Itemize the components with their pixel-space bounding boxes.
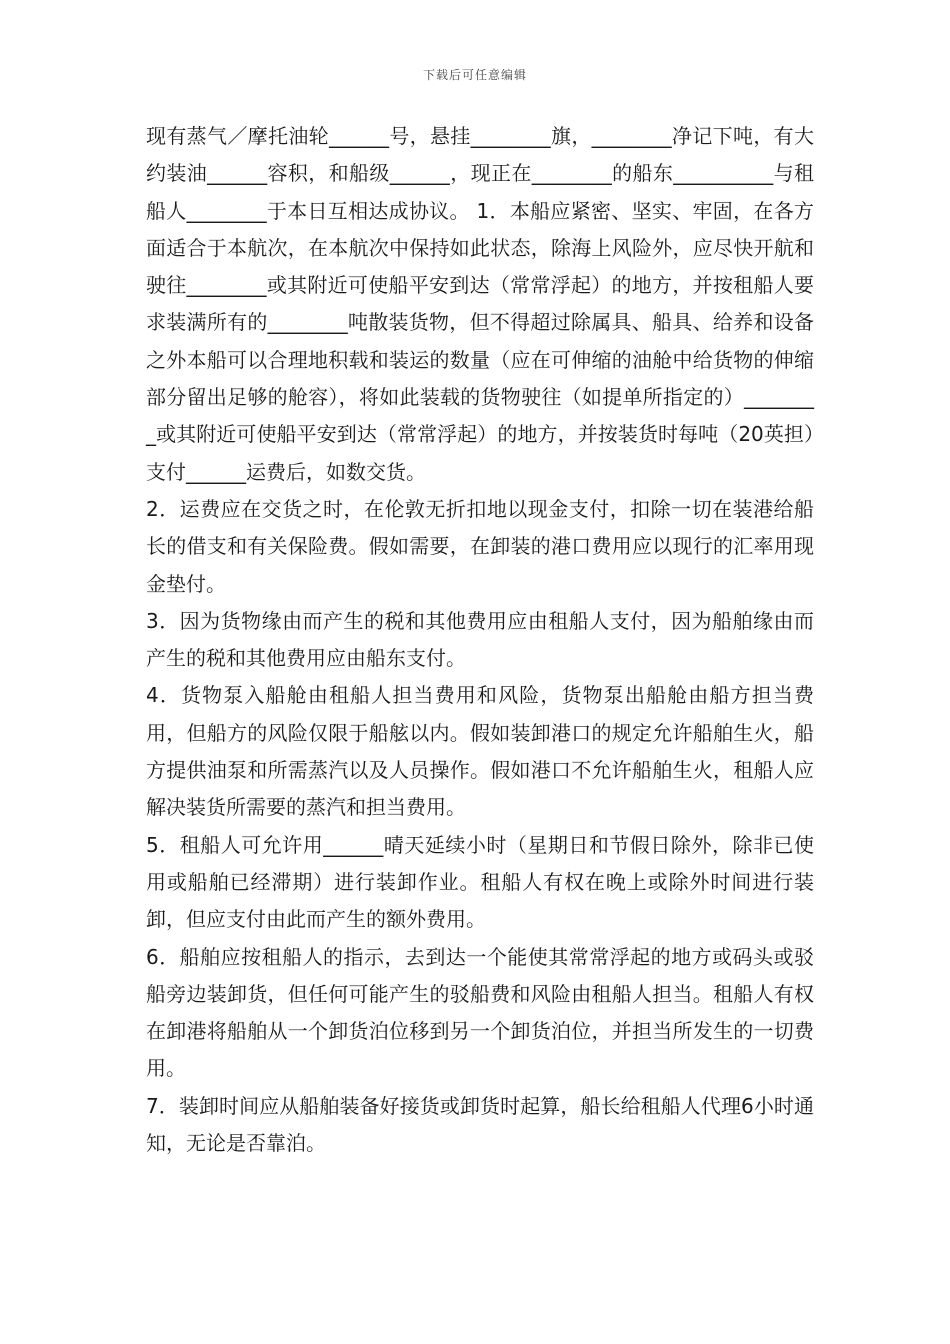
paragraph-clause-4: 4．货物泵入船舱由租船人担当费用和风险，货物泵出船舱由船方担当费用，但船方的风险仅限于船舷以内。假如装卸港口的规定允许船舶生火，船方提供油泵和所需蒸汽以及人员操作。假如港口不允许船舶生火，租船人应解决装货所需要的蒸汽和担当费用。 <box>146 683 814 820</box>
paragraph-clause-5: 5．租船人可允许用______晴天延续小时（星期日和节假日除外，除非已使用或船舶已经滞期）进行装卸作业。租船人有权在晚上或除外时间进行装卸，但应支付由此而产生的额外费用。 <box>146 832 814 932</box>
paragraph-preamble-clause-1: 现有蒸气／摩托油轮______号，悬挂________旗，________净记下吨，有大约装油______容积，和船级______，现正在________的船东__________与租船人________于本日互相达成协议。 1．本船应紧密、坚实、牢固，在各方面适合于本航次，在本航次中保持如此状态，除海上风险外，应尽快开航和驶往________或其附近可使船平安到达（常常浮起）的地方，并按租船人要求装满所有的________吨散装货物，但不得超过除属具、船具、给养和设备之外本船可以合理地积载和装运的数量（应在可伸缩的油舱中给货物的伸缩部分留出足够的舱容），将如此装载的货物驶往（如提单所指定的）________或其附近可使船平安到达（常常浮起）的地方，并按装货时每吨（20英担）支付______运费后，如数交货。 <box>146 124 814 484</box>
document-body <box>146 118 814 1162</box>
paragraph-clause-7: 7．装卸时间应从船舶装备好接货或卸货时起算，船长给租船人代理6小时通知，无论是否靠泊。 <box>146 1093 814 1156</box>
page-header: 下载后可任意编辑 <box>422 68 527 82</box>
paragraph-clause-3: 3．因为货物缘由而产生的税和其他费用应由租船人支付，因为船舶缘由而产生的税和其他费用应由船东支付。 <box>146 608 814 671</box>
paragraph-clause-6: 6．船舶应按租船人的指示，去到达一个能使其常常浮起的地方或码头或驳船旁边装卸货，但任何可能产生的驳船费和风险由租船人担当。租船人有权在卸港将船舶从一个卸货泊位移到另一个卸货泊位，并担当所发生的一切费用。 <box>146 944 814 1081</box>
paragraph-clause-2: 2．运费应在交货之时，在伦敦无折扣地以现金支付，扣除一切在装港给船长的借支和有关保险费。假如需要，在卸装的港口费用应以现行的汇率用现金垫付。 <box>146 496 814 596</box>
